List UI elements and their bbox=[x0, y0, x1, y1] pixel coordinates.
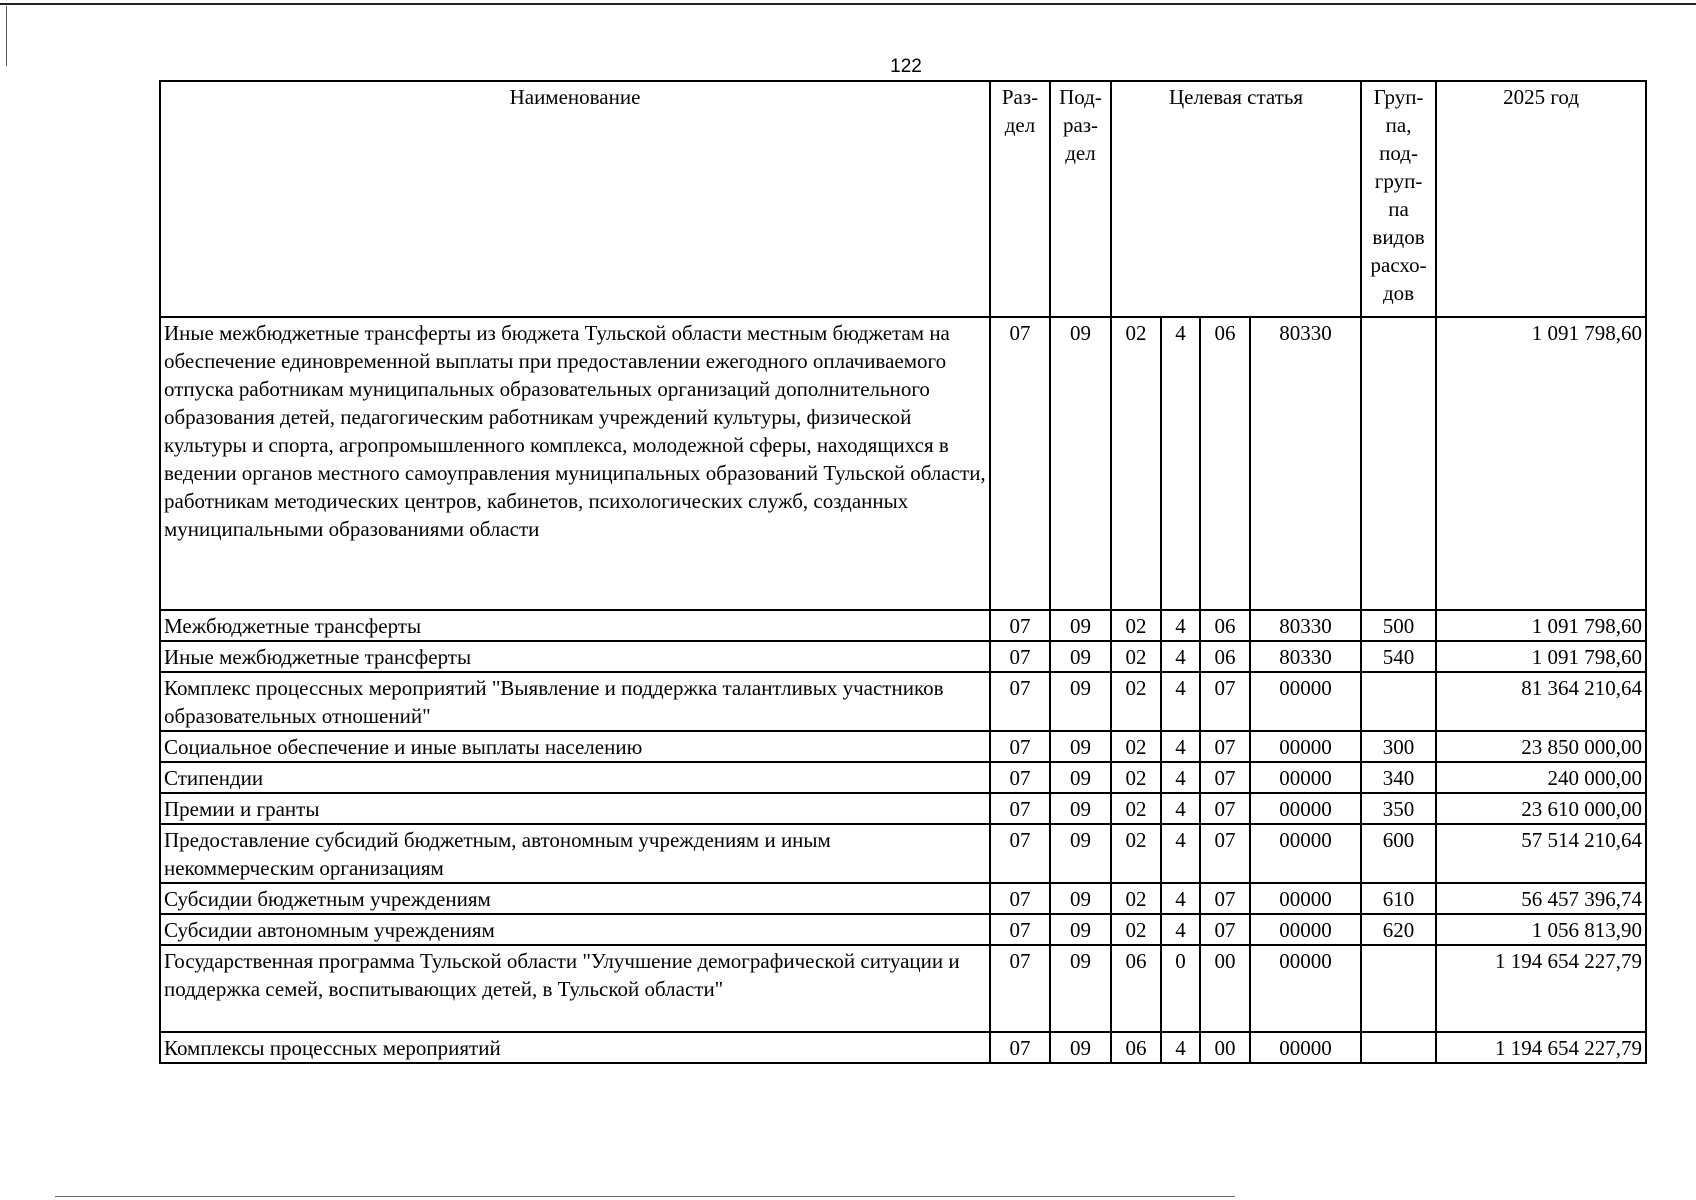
header-target-article: Целевая статья bbox=[1111, 81, 1361, 317]
row-section: 07 bbox=[990, 731, 1050, 762]
row-target-direction: 00000 bbox=[1250, 914, 1361, 945]
row-section: 07 bbox=[990, 793, 1050, 824]
row-expense-group bbox=[1361, 1032, 1436, 1063]
page-number: 122 bbox=[890, 56, 922, 77]
row-target-direction: 00000 bbox=[1250, 1032, 1361, 1063]
row-target-complex: 07 bbox=[1200, 883, 1250, 914]
row-name: Субсидии автономным учреждениям bbox=[160, 914, 990, 945]
row-section: 07 bbox=[990, 762, 1050, 793]
row-target-program: 02 bbox=[1111, 641, 1161, 672]
row-target-complex: 00 bbox=[1200, 1032, 1250, 1063]
row-subsection: 09 bbox=[1050, 883, 1111, 914]
table-row bbox=[160, 914, 1646, 945]
budget-table bbox=[159, 80, 1647, 1064]
row-section: 07 bbox=[990, 883, 1050, 914]
row-expense-group: 540 bbox=[1361, 641, 1436, 672]
row-target-direction: 80330 bbox=[1250, 610, 1361, 641]
row-expense-group: 350 bbox=[1361, 793, 1436, 824]
row-target-direction: 00000 bbox=[1250, 762, 1361, 793]
row-target-program: 02 bbox=[1111, 731, 1161, 762]
table-row bbox=[160, 883, 1646, 914]
row-subsection: 09 bbox=[1050, 793, 1111, 824]
row-amount: 81 364 210,64 bbox=[1436, 672, 1646, 731]
table-row bbox=[160, 793, 1646, 824]
row-section: 07 bbox=[990, 914, 1050, 945]
row-name: Комплексы процессных мероприятий bbox=[160, 1032, 990, 1063]
row-name: Стипендии bbox=[160, 762, 990, 793]
row-amount: 23 850 000,00 bbox=[1436, 731, 1646, 762]
table-row bbox=[160, 762, 1646, 793]
row-expense-group: 300 bbox=[1361, 731, 1436, 762]
row-section: 07 bbox=[990, 824, 1050, 883]
row-target-type: 0 bbox=[1161, 945, 1200, 1032]
row-section: 07 bbox=[990, 1032, 1050, 1063]
row-subsection: 09 bbox=[1050, 824, 1111, 883]
row-target-type: 4 bbox=[1161, 672, 1200, 731]
row-target-direction: 00000 bbox=[1250, 824, 1361, 883]
row-target-type: 4 bbox=[1161, 1032, 1200, 1063]
row-target-direction: 00000 bbox=[1250, 945, 1361, 1032]
row-target-complex: 07 bbox=[1200, 672, 1250, 731]
row-amount: 1 194 654 227,79 bbox=[1436, 945, 1646, 1032]
row-amount: 240 000,00 bbox=[1436, 762, 1646, 793]
row-target-program: 02 bbox=[1111, 824, 1161, 883]
row-subsection: 09 bbox=[1050, 672, 1111, 731]
row-target-program: 06 bbox=[1111, 945, 1161, 1032]
row-target-direction: 00000 bbox=[1250, 883, 1361, 914]
row-expense-group: 500 bbox=[1361, 610, 1436, 641]
table-row bbox=[160, 945, 1646, 1032]
row-subsection: 09 bbox=[1050, 762, 1111, 793]
scan-edge-mark bbox=[6, 6, 7, 66]
table-row bbox=[160, 672, 1646, 731]
header-name: Наименование bbox=[160, 81, 990, 317]
row-amount: 1 091 798,60 bbox=[1436, 641, 1646, 672]
row-target-complex: 06 bbox=[1200, 641, 1250, 672]
row-target-complex: 07 bbox=[1200, 824, 1250, 883]
row-section: 07 bbox=[990, 641, 1050, 672]
row-section: 07 bbox=[990, 672, 1050, 731]
row-amount: 1 194 654 227,79 bbox=[1436, 1032, 1646, 1063]
row-target-type: 4 bbox=[1161, 883, 1200, 914]
row-target-type: 4 bbox=[1161, 824, 1200, 883]
row-target-program: 02 bbox=[1111, 883, 1161, 914]
row-target-program: 02 bbox=[1111, 317, 1161, 610]
bottom-border-line bbox=[55, 1196, 1235, 1197]
row-amount: 1 091 798,60 bbox=[1436, 317, 1646, 610]
row-expense-group: 600 bbox=[1361, 824, 1436, 883]
row-subsection: 09 bbox=[1050, 731, 1111, 762]
table-header-row bbox=[160, 81, 1646, 317]
table-body bbox=[160, 317, 1646, 1063]
row-name: Предоставление субсидий бюджетным, автономным учреждениям и иным некоммерческим организациям bbox=[160, 824, 990, 883]
row-target-type: 4 bbox=[1161, 641, 1200, 672]
row-section: 07 bbox=[990, 610, 1050, 641]
table-row bbox=[160, 824, 1646, 883]
row-name: Межбюджетные трансферты bbox=[160, 610, 990, 641]
table-row bbox=[160, 1032, 1646, 1063]
row-target-program: 06 bbox=[1111, 1032, 1161, 1063]
table-row bbox=[160, 610, 1646, 641]
row-target-direction: 00000 bbox=[1250, 672, 1361, 731]
header-subsection: Под- раз- дел bbox=[1050, 81, 1111, 317]
row-target-program: 02 bbox=[1111, 914, 1161, 945]
row-target-complex: 07 bbox=[1200, 731, 1250, 762]
row-target-direction: 80330 bbox=[1250, 641, 1361, 672]
row-name: Государственная программа Тульской области "Улучшение демографической ситуации и поддержка семей, воспитывающих детей, в Тульской области" bbox=[160, 945, 990, 1032]
row-target-complex: 00 bbox=[1200, 945, 1250, 1032]
row-expense-group: 340 bbox=[1361, 762, 1436, 793]
header-year: 2025 год bbox=[1436, 81, 1646, 317]
row-name: Премии и гранты bbox=[160, 793, 990, 824]
table-row bbox=[160, 641, 1646, 672]
row-amount: 57 514 210,64 bbox=[1436, 824, 1646, 883]
row-target-program: 02 bbox=[1111, 672, 1161, 731]
row-target-complex: 07 bbox=[1200, 762, 1250, 793]
header-section: Раз- дел bbox=[990, 81, 1050, 317]
row-section: 07 bbox=[990, 317, 1050, 610]
row-target-type: 4 bbox=[1161, 914, 1200, 945]
row-expense-group: 610 bbox=[1361, 883, 1436, 914]
row-target-direction: 80330 bbox=[1250, 317, 1361, 610]
row-target-direction: 00000 bbox=[1250, 793, 1361, 824]
row-target-program: 02 bbox=[1111, 793, 1161, 824]
row-target-type: 4 bbox=[1161, 610, 1200, 641]
row-target-complex: 06 bbox=[1200, 317, 1250, 610]
row-target-program: 02 bbox=[1111, 610, 1161, 641]
row-subsection: 09 bbox=[1050, 914, 1111, 945]
row-section: 07 bbox=[990, 945, 1050, 1032]
row-amount: 1 091 798,60 bbox=[1436, 610, 1646, 641]
row-name: Иные межбюджетные трансферты bbox=[160, 641, 990, 672]
row-expense-group: 620 bbox=[1361, 914, 1436, 945]
row-expense-group bbox=[1361, 672, 1436, 731]
row-target-type: 4 bbox=[1161, 317, 1200, 610]
row-expense-group bbox=[1361, 945, 1436, 1032]
row-target-type: 4 bbox=[1161, 731, 1200, 762]
row-expense-group bbox=[1361, 317, 1436, 610]
table-row bbox=[160, 317, 1646, 610]
row-target-program: 02 bbox=[1111, 762, 1161, 793]
row-target-complex: 07 bbox=[1200, 914, 1250, 945]
row-subsection: 09 bbox=[1050, 1032, 1111, 1063]
row-subsection: 09 bbox=[1050, 317, 1111, 610]
header-expense-group: Груп- па, под- груп- па видов расхо- дов bbox=[1361, 81, 1436, 317]
row-name: Субсидии бюджетным учреждениям bbox=[160, 883, 990, 914]
row-subsection: 09 bbox=[1050, 945, 1111, 1032]
row-subsection: 09 bbox=[1050, 610, 1111, 641]
row-target-complex: 07 bbox=[1200, 793, 1250, 824]
row-target-type: 4 bbox=[1161, 793, 1200, 824]
row-target-complex: 06 bbox=[1200, 610, 1250, 641]
row-amount: 23 610 000,00 bbox=[1436, 793, 1646, 824]
row-name: Иные межбюджетные трансферты из бюджета Тульской области местным бюджетам на обеспечение единовременной выплаты при предоставлении ежегодного оплачиваемого отпуска работникам муниципальных образовательных организаций дополнительного образования детей, педагогическим работникам учреждений культуры, физической культуры и спорта, агропромышленного комплекса, молодежной сферы, находящихся в ведении органов местного самоуправления муниципальных образований Тульской области, работникам методических центров, кабинетов, психологических служб, созданных муниципальными образованиями области bbox=[160, 317, 990, 610]
table-row bbox=[160, 731, 1646, 762]
row-subsection: 09 bbox=[1050, 641, 1111, 672]
row-amount: 56 457 396,74 bbox=[1436, 883, 1646, 914]
row-name: Комплекс процессных мероприятий "Выявление и поддержка талантливых участников образовательных отношений" bbox=[160, 672, 990, 731]
row-amount: 1 056 813,90 bbox=[1436, 914, 1646, 945]
row-target-direction: 00000 bbox=[1250, 731, 1361, 762]
top-border-line bbox=[0, 3, 1696, 5]
row-target-type: 4 bbox=[1161, 762, 1200, 793]
row-name: Социальное обеспечение и иные выплаты населению bbox=[160, 731, 990, 762]
